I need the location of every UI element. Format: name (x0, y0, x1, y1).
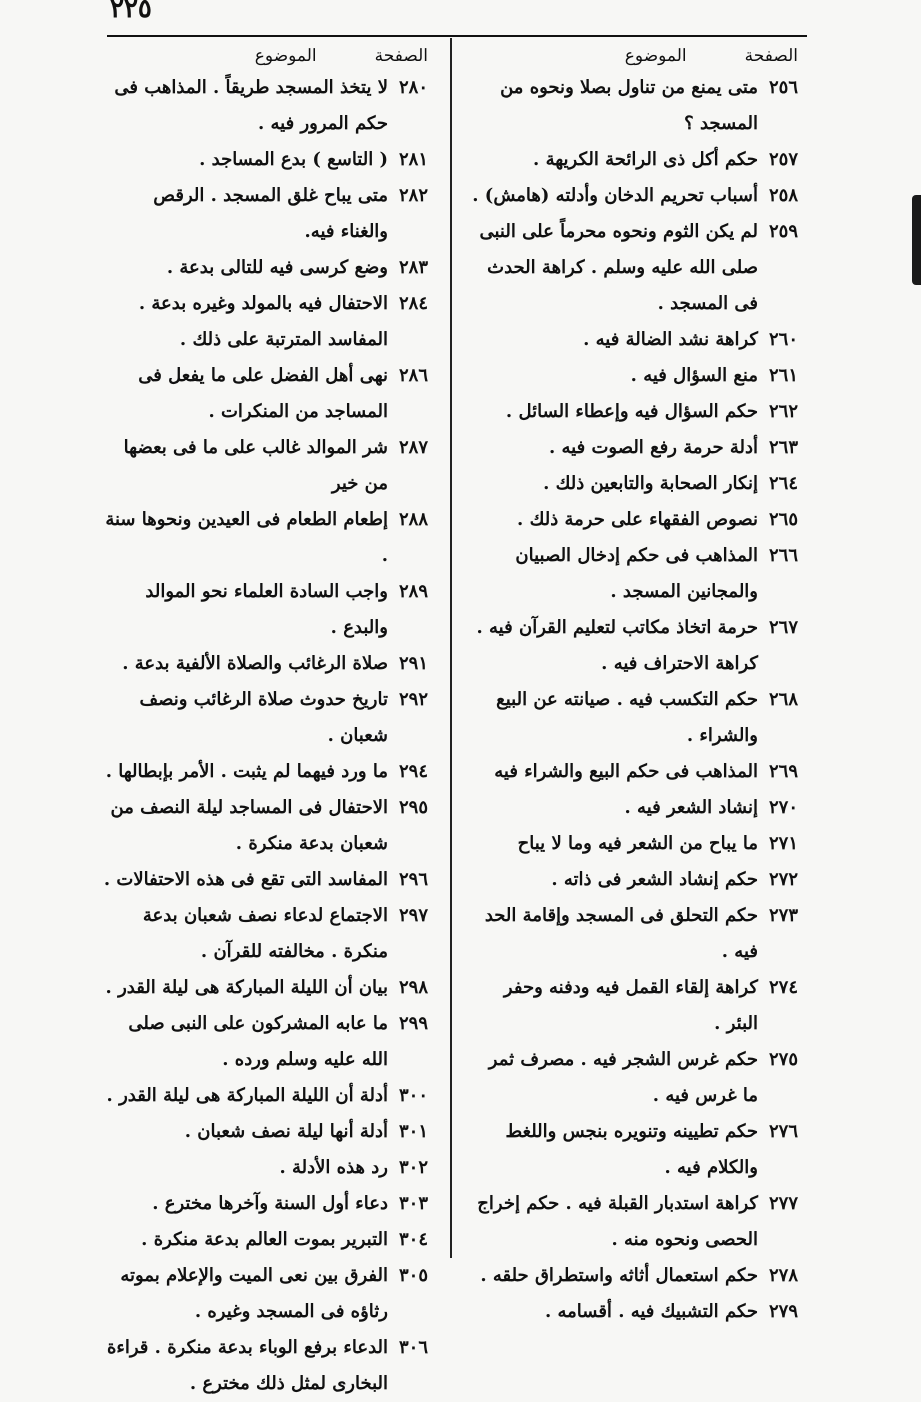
entry-page-number: ٢٦٢ (768, 401, 798, 422)
entry-page-number: ٢٨٤ (398, 293, 428, 314)
entry-page-number: ٢٩٢ (398, 689, 428, 710)
entry-page-number: ٢٨٢ (398, 185, 428, 206)
entry-topic: متى يباح غلق المسجد . الرقص والغناء فيه. (153, 185, 388, 242)
entry-page-number: ٢٩٧ (398, 905, 428, 926)
entry-topic: كراهة استدبار القبلة فيه . حكم إخراج الحصى ونحوه منه . (477, 1193, 758, 1250)
entry-page-number: ٢٦٣ (768, 437, 798, 458)
entry-topic: تاريخ حدوث صلاة الرغائب ونصف شعبان . (139, 689, 388, 746)
index-entry (100, 754, 428, 790)
entry-topic: ما ورد فيهما لم يثبت . الأمر بإبطالها . (105, 761, 388, 782)
entry-topic: أدلة أن الليلة المباركة هى ليلة القدر . (106, 1085, 388, 1106)
entry-page-number: ٢٩٤ (398, 761, 428, 782)
entry-page-number: ٢٧٠ (768, 797, 798, 818)
index-entry (100, 358, 428, 430)
entry-topic: واجب السادة العلماء نحو الموالد والبدع . (145, 581, 388, 638)
entry-topic: وضع كرسى فيه للتالى بدعة . (166, 257, 388, 278)
header-page-label: الصفحة (744, 46, 798, 66)
index-entry (468, 790, 798, 826)
entry-topic: الدعاء برفع الوباء بدعة منكرة . قراءة البخارى لمثل ذلك مخترع . (106, 1337, 388, 1394)
index-entry (100, 862, 428, 898)
entry-topic: حكم إنشاد الشعر فى ذاته . (551, 869, 758, 890)
header-page-label: الصفحة (374, 46, 428, 66)
entry-topic: الاحتفال فى المساجد ليلة النصف من شعبان بدعة منكرة . (110, 797, 388, 854)
index-column-left (100, 42, 428, 1402)
entry-page-number: ٢٦٦ (768, 545, 798, 566)
index-entry (468, 466, 798, 502)
entry-topic: المفاسد التى تقع فى هذه الاحتفالات . (103, 869, 388, 890)
entry-topic: نهى أهل الفضل على ما يفعل فى المساجد من المنكرات . (138, 365, 388, 422)
index-entry (468, 538, 798, 610)
entry-page-number: ٢٥٩ (768, 221, 798, 242)
index-entry (100, 250, 428, 286)
entry-page-number: ٢٧٤ (768, 977, 798, 998)
entry-topic: الفرق بين نعى الميت والإعلام بموته رثاؤه فى المسجد وغيره . (120, 1265, 388, 1322)
index-entry (468, 142, 798, 178)
column-header (100, 42, 428, 70)
column-header (468, 42, 798, 70)
entry-topic: حكم التحلق فى المسجد وإقامة الحد فيه . (484, 905, 758, 962)
entry-page-number: ٢٩١ (398, 653, 428, 674)
index-entry (100, 646, 428, 682)
entry-topic: المذاهب فى حكم إدخال الصبيان والمجانين المسجد . (515, 545, 758, 602)
entry-topic: إنكار الصحابة والتابعين ذلك . (543, 473, 758, 494)
index-entry (468, 610, 798, 682)
index-column-right (468, 42, 798, 1330)
entry-page-number: ٢٧٣ (768, 905, 798, 926)
entry-topic: حكم استعمال أثاثه واستطراق حلقه . (480, 1265, 758, 1286)
index-entry (100, 70, 428, 142)
entry-topic: التبرير بموت العالم بدعة منكرة . (141, 1229, 388, 1250)
entry-topic: حكم التكسب فيه . صيانته عن البيع والشراء . (496, 689, 758, 746)
index-entry (468, 70, 798, 142)
index-entry (468, 214, 798, 322)
entry-topic: الاجتماع لدعاء نصف شعبان بدعة منكرة . مخالفته للقرآن . (142, 905, 388, 962)
entry-topic: ما يباح من الشعر فيه وما لا يباح (517, 833, 758, 854)
entry-topic: نصوص الفقهاء على حرمة ذلك . (517, 509, 758, 530)
entry-page-number: ٢٩٩ (398, 1013, 428, 1034)
entry-topic: دعاء أول السنة وآخرها مخترع . (152, 1193, 388, 1214)
index-entry (100, 1258, 428, 1330)
entry-topic: حكم غرس الشجر فيه . مصرف ثمر ما غرس فيه . (488, 1049, 758, 1106)
index-entry (100, 178, 428, 250)
entry-page-number: ٢٨٠ (398, 77, 428, 98)
index-entry (468, 394, 798, 430)
index-entry (468, 430, 798, 466)
entry-page-number: ٢٦٥ (768, 509, 798, 530)
entry-page-number: ٢٦٠ (768, 329, 798, 350)
index-entry (468, 754, 798, 790)
index-entry (468, 1258, 798, 1294)
entries-list (100, 70, 428, 1402)
index-entry (100, 1006, 428, 1078)
entry-page-number: ٢٧٦ (768, 1121, 798, 1142)
entry-page-number: ٢٧٧ (768, 1193, 798, 1214)
entry-topic: إنشاد الشعر فيه . (624, 797, 758, 818)
index-entry (100, 1114, 428, 1150)
entry-page-number: ٢٨٦ (398, 365, 428, 386)
entry-page-number: ٣٠٦ (398, 1337, 428, 1358)
entry-topic: حرمة اتخاذ مكاتب لتعليم القرآن فيه . كراهة الاحتراف فيه . (476, 617, 758, 674)
entry-topic: صلاة الرغائب والصلاة الألفية بدعة . (122, 653, 388, 674)
entry-page-number: ٢٧٩ (768, 1301, 798, 1322)
entry-topic: الاحتفال فيه بالمولد وغيره بدعة . المفاسد المترتبة على ذلك . (138, 293, 388, 350)
index-entry (468, 178, 798, 214)
entry-topic: بيان أن الليلة المباركة هى ليلة القدر . (105, 977, 388, 998)
index-entry (468, 970, 798, 1042)
index-entry (468, 898, 798, 970)
entry-topic: إطعام الطعام فى العيدين ونحوها سنة . (105, 509, 388, 566)
entry-topic: حكم تطيينه وتنويره بنجس واللغط والكلام فيه . (505, 1121, 758, 1178)
index-entry (468, 502, 798, 538)
index-entry (100, 286, 428, 358)
index-entry (100, 1330, 428, 1402)
entry-topic: لا يتخذ المسجد طريقاً . المذاهب فى حكم المرور فيه . (114, 77, 388, 134)
entry-page-number: ٢٩٥ (398, 797, 428, 818)
entry-topic: لم يكن الثوم ونحوه محرماً على النبى صلى الله عليه وسلم . كراهة الحدث فى المسجد . (479, 221, 758, 314)
column-divider (450, 38, 452, 1258)
entry-topic: أسباب تحريم الدخان وأدلته (هامش) . (472, 185, 758, 206)
index-entry (100, 682, 428, 754)
index-entry (468, 862, 798, 898)
entry-topic: رد هذه الأدلة . (279, 1157, 388, 1178)
index-entry (100, 1186, 428, 1222)
entry-page-number: ٣٠٤ (398, 1229, 428, 1250)
index-entry (468, 1042, 798, 1114)
entry-topic: حكم السؤال فيه وإعطاء السائل . (505, 401, 758, 422)
entry-topic: المذاهب فى حكم البيع والشراء فيه (494, 761, 758, 782)
entry-page-number: ٢٦١ (768, 365, 798, 386)
index-entry (100, 1078, 428, 1114)
entry-page-number: ٢٥٨ (768, 185, 798, 206)
index-entry (468, 826, 798, 862)
header-topic-label: الموضوع (624, 46, 687, 66)
entry-topic: ما عابه المشركون على النبى صلى الله عليه وسلم ورده . (128, 1013, 388, 1070)
entry-page-number: ٣٠٥ (398, 1265, 428, 1286)
entry-topic: حكم أكل ذى الرائحة الكريهة . (533, 149, 758, 170)
entry-topic: كراهة نشد الضالة فيه . (583, 329, 758, 350)
entry-page-number: ٢٧٢ (768, 869, 798, 890)
entry-page-number: ٢٩٨ (398, 977, 428, 998)
index-entry (100, 574, 428, 646)
entry-page-number: ٣٠١ (398, 1121, 428, 1142)
entry-page-number: ٢٥٦ (768, 77, 798, 98)
entry-page-number: ٢٦٤ (768, 473, 798, 494)
index-entry (100, 1222, 428, 1258)
entry-page-number: ٢٨٧ (398, 437, 428, 458)
index-entry (468, 1294, 798, 1330)
index-entry (100, 430, 428, 502)
index-entry (100, 970, 428, 1006)
entry-topic: كراهة إلقاء القمل فيه ودفنه وحفر البئر . (503, 977, 758, 1034)
entry-page-number: ٣٠٢ (398, 1157, 428, 1178)
entry-topic: شر الموالد غالب على ما فى بعضها من خير (123, 437, 388, 494)
index-entry (100, 898, 428, 970)
entry-page-number: ٢٨٩ (398, 581, 428, 602)
entry-topic: ( التاسع ) بدع المساجد . (199, 149, 388, 170)
entry-page-number: ٢٨٣ (398, 257, 428, 278)
index-entry (100, 790, 428, 862)
entry-page-number: ٣٠٣ (398, 1193, 428, 1214)
entry-page-number: ٢٧١ (768, 833, 798, 854)
index-entry (100, 1150, 428, 1186)
entry-page-number: ٢٨٨ (398, 509, 428, 530)
index-entry (468, 358, 798, 394)
index-entry (468, 322, 798, 358)
top-rule (107, 35, 807, 37)
entries-list (468, 70, 798, 1330)
index-entry (468, 1186, 798, 1258)
entry-page-number: ٢٥٧ (768, 149, 798, 170)
entry-page-number: ٢٦٨ (768, 689, 798, 710)
entry-page-number: ٢٧٨ (768, 1265, 798, 1286)
entry-topic: أدلة حرمة رفع الصوت فيه . (548, 437, 758, 458)
index-entry (100, 142, 428, 178)
entry-topic: منع السؤال فيه . (630, 365, 758, 386)
entry-page-number: ٢٦٩ (768, 761, 798, 782)
index-entry (468, 682, 798, 754)
entry-topic: أدلة أنها ليلة نصف شعبان . (184, 1121, 388, 1142)
entry-page-number: ٣٠٠ (398, 1085, 428, 1106)
index-entry (468, 1114, 798, 1186)
entry-page-number: ٢٨١ (398, 149, 428, 170)
scan-edge-mark (912, 195, 921, 285)
entry-page-number: ٢٧٥ (768, 1049, 798, 1070)
entry-topic: متى يمنع من تناول بصلا ونحوه من المسجد ؟ (500, 77, 758, 134)
index-entry (100, 502, 428, 574)
entry-topic: حكم التشبيك فيه . أقسامه . (544, 1301, 758, 1322)
entry-page-number: ٢٦٧ (768, 617, 798, 638)
header-topic-label: الموضوع (254, 46, 317, 66)
page-number: ٢٢٥ (110, 0, 152, 24)
entry-page-number: ٢٩٦ (398, 869, 428, 890)
